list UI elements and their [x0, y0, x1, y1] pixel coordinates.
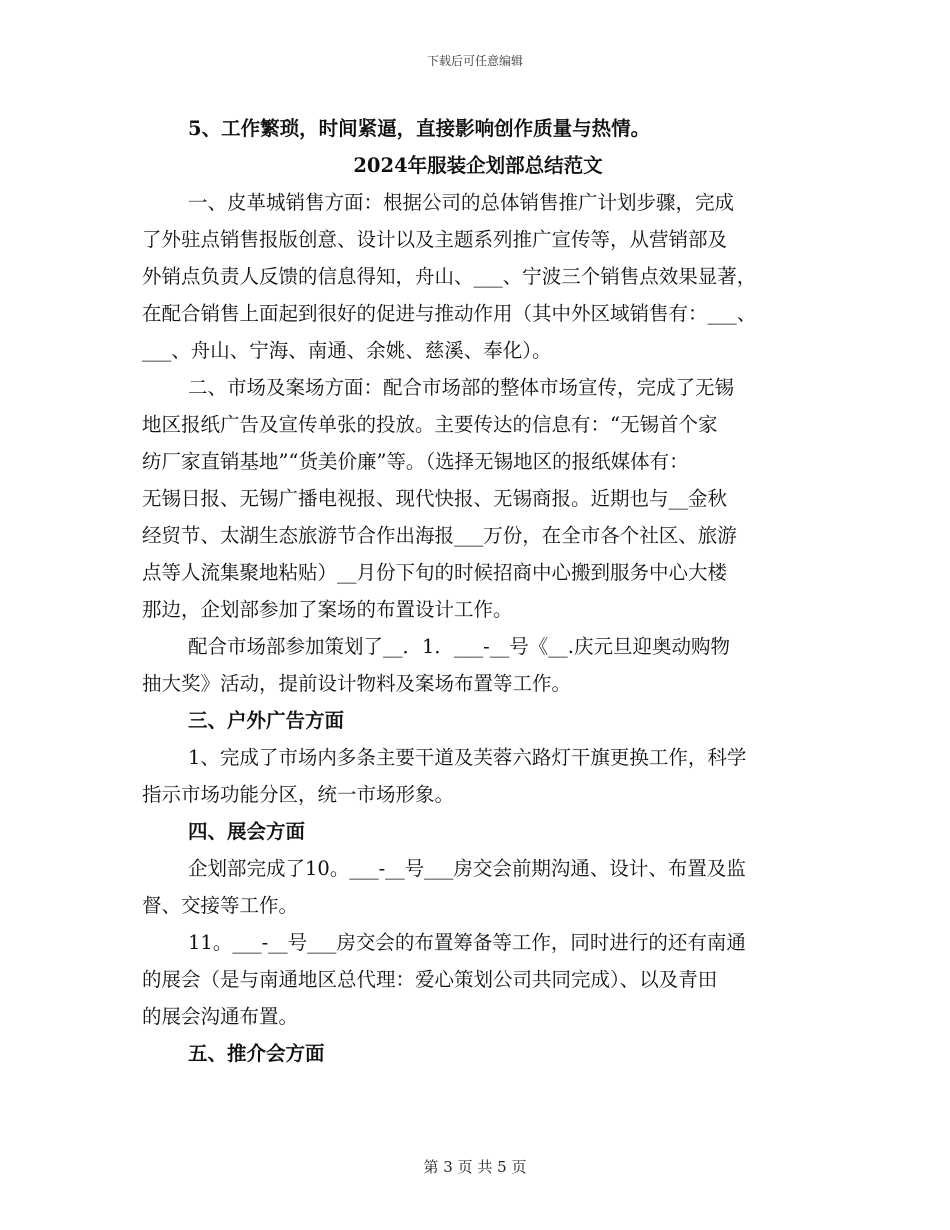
text-line: 督、交接等工作。 — [142, 894, 299, 917]
section-heading: 五、推介会方面 — [188, 1042, 325, 1065]
text-line: 指示市场功能分区，统一市场形象。 — [142, 783, 455, 806]
text-line: 在配合销售上面起到很好的促进与推动作用（其中外区域销售有：___、 — [142, 302, 757, 325]
text-line: 的展会沟通布置。 — [142, 1005, 299, 1028]
text-line: 经贸节、太湖生态旅游节合作出海报___万份，在全市各个社区、旅游 — [142, 524, 737, 547]
page-header: 下载后可任意编辑 — [426, 54, 523, 68]
text-line: 外销点负责人反馈的信息得知，舟山、___、宁波三个销售点效果显著， — [142, 265, 757, 288]
text-line: 的展会（是与南通地区总代理：爱心策划公司共同完成）、以及青田 — [142, 968, 718, 991]
text-line: 11。___-__号___房交会的布置筹备等工作，同时进行的还有南通 — [188, 931, 746, 954]
document-title: 2024年服装企划部总结范文 — [353, 154, 603, 177]
text-line: 二、市场及案场方面：配合市场部的整体市场宣传，完成了无锡 — [188, 376, 735, 399]
text-line: 配合市场部参加策划了__．1．___-__号《__.庆元旦迎奥动购物 — [188, 635, 730, 658]
document-body — [142, 110, 814, 1072]
text-line: 一、皮革城销售方面：根据公司的总体销售推广计划步骤，完成 — [188, 191, 735, 214]
page-footer: 第 3 页 共 5 页 — [423, 1158, 527, 1176]
text-line: 那边，企划部参加了案场的布置设计工作。 — [142, 598, 513, 621]
section-heading: 四、展会方面 — [188, 820, 306, 843]
text-line: 了外驻点销售报版创意、设计以及主题系列推广宣传等，从营销部及 — [142, 228, 728, 251]
text-line: 纺厂家直销基地”“货美价廉”等。（选择无锡地区的报纸媒体有： — [142, 450, 689, 473]
section-heading: 三、户外广告方面 — [188, 709, 345, 732]
text-line: ___、舟山、宁海、南通、余姚、慈溪、奉化）。 — [142, 339, 552, 362]
text-line: 无锡日报、无锡广播电视报、现代快报、无锡商报。近期也与__金秋 — [142, 487, 728, 510]
text-line: 1、完成了市场内多条主要干道及芙蓉六路灯干旗更换工作，科学 — [188, 746, 747, 769]
text-line: 点等人流集聚地粘贴）__月份下旬的时候招商中心搬到服务中心大楼 — [142, 561, 728, 584]
text-line: 地区报纸广告及宣传单张的投放。主要传达的信息有：“无锡首个家 — [142, 413, 718, 436]
section-heading: 5、工作繁琐，时间紧逼，直接影响创作质量与热情。 — [188, 117, 651, 140]
text-line: 企划部完成了10。___-__号___房交会前期沟通、设计、布置及监 — [188, 857, 746, 880]
text-line: 抽大奖》活动，提前设计物料及案场布置等工作。 — [142, 672, 572, 695]
